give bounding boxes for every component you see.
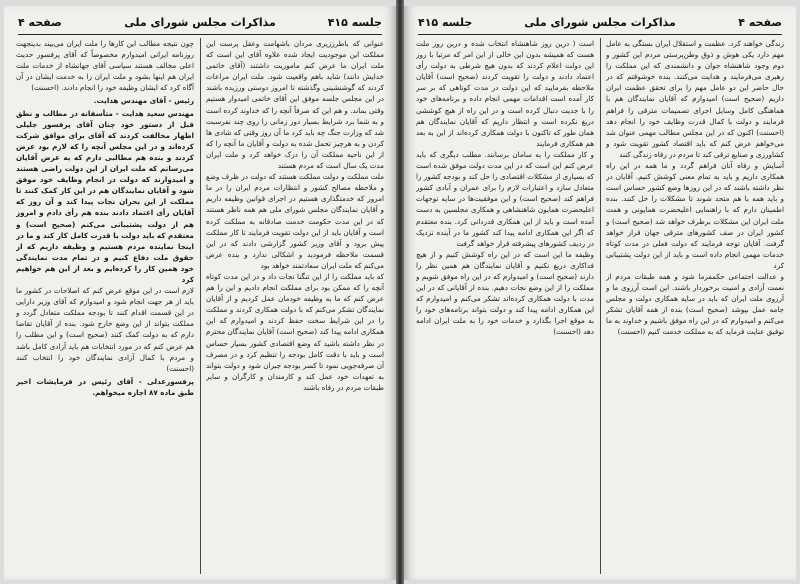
left-page-running-title: مذاکرات مجلس شورای ملی	[124, 16, 276, 29]
left-page-page-number: صفحه ۴	[18, 16, 62, 29]
paragraph: عنوانی که باطرززیری مردان باشهامت وعقل پرست این مملکت این موجودیت ایجاد شده علاوه آقای این است که ملت ایران ما عرض کنم ماموریت داشتند (آقای خاتمی خدایش دانند) شاید باهم واقعیت شود. ملت ایران مراعات کردند که گوشنشینی وگذشته تا امروز دوستی ورزیده باشند در این مجلس جلسه موفق این آقای خاتمی امیدوار هستیم وقتی بماند. و هم این که صرفاً آنچه را که خداوند کرده است و به شما برد شرایط بسیار دور زمانی را روی چند نفرسبت شد که وزارت جنگ چه باید کرد ما آن روز وقتی که شادی ها کردن و به هرچیز تحمل شده به دولت و آقایان ما آنچه را که از این ناحیه مملکت آن را درک خواهد کرد و ملت ایران مدت یک سال است که مردم هستند	[206, 39, 384, 171]
paragraph: زندگی خواهند کرد. عظمت و استقلال ایران بستگی به عامل مهم دارد یکی هوش و ذوق وطن‌پرستی مردم این کشور و دوم وجود شاهنشاه جوان و دانشمندی که این مملکت را رهبری می‌فرمایند و هدایت می‌کنند. بنده خوشوقتم که در حال حاضر این دو عامل مهم را برای تحقق عظمت ایران داریم (صحیح است) امیدوارم که آقایان نمایندگان هم با هماهنگی کامل وسایل اجرای تصمیمات مترقی را فراهم فرمایند و دولت با کمال قدرت وظایف خود را انجام دهد (احسنت) اکنون که در این مجلس مطالب مهمی عنوان شد می‌خواهم عرض کنم که باید اقتصاد کشور تقویت شود و کشاورزی و صنایع ترقی کند تا مردم در رفاه زندگی کنند	[606, 39, 784, 159]
right-page-session-number: جلسه ۴۱۵	[418, 16, 473, 29]
paragraph: است ( درین روز شاهنشاه انتخاب شده و درین روز ملت هست که همیشه بدون این خالی از این امر که مرتبا با روز این دولت اعلام کردند که بدون هیچ شرطی به دولت رأی اعتماد دادند و دولت را تقویت کردند (صحیح است) آقایان ملاحظه بفرمایید که این دولت در مدت کوتاهی که بر سر کار آمده است اقدامات مهمی انجام داده و برنامه‌های خود را با جدیت دنبال کرده است و در این راه از هیچ کوششی دریغ نکرده است و انتظار داریم که آقایان نمایندگان هم همان طور که تاکنون با دولت همکاری کرده‌اند از این به بعد هم همکاری فرمایند	[416, 39, 594, 148]
paragraph: آسایش و رفاه آنان فراهم گردد و ما همه در این راه همکاری داریم و باید به تمام معنی کوشش کنیم. آقایان در نظر داشته باشند که در این روزها وضع کشور حساس است و باید همه با هم متحد شوند تا مشکلات را حل کنند. بنده اطمینان دارم که با راهنمایی اعلیحضرت همایونی و همت ملت ایران این مشکلات برطرف خواهد شد (صحیح است) و کشور ایران در صف کشورهای مترقی جهان قرار خواهد گرفت. آقایان توجه فرمایند که دولت فعلی در مدت کوتاه خدمات مهمی انجام داده است و باید از این دولت پشتیبانی کرد	[606, 161, 784, 270]
left-page	[4, 6, 396, 580]
speaker-heading: رئیس - آقای مهندس هدایت.	[93, 96, 194, 106]
paragraph: و عدالت اجتماعی حکمفرما شود و همه طبقات مردم از نعمت آزادی و امنیت برخوردار باشند. این است آرزوی ما و آرزوی ملت ایران که باید در سایه همکاری دولت و مجلس جامه عمل بپوشد (صحیح است) بنده از همه آقایان تشکر می‌کنم و امیدوارم که در این راه موفق باشیم و خداوند به ما توفیق عنایت فرماید که به مملکت خدمت کنیم (احسنت)	[606, 271, 784, 337]
right-page-header-rule	[418, 34, 782, 35]
left-page-session-number: جلسه ۴۱۵	[327, 16, 382, 29]
right-page-running-title: مذاکرات مجلس شورای ملی	[524, 16, 676, 29]
paragraph: و کار مملکت را به سامان برسانند. مطلب دیگری که باید عرض کنم این است که در این مدت دولت موفق شده است که بسیاری از مشکلات اقتصادی را حل کند و بودجه کشور را متعادل سازد و اعتبارات لازم را برای عمران و آبادی کشور فراهم کند (صحیح است) و این موفقیت‌ها در سایه توجهات اعلیحضرت همایون شاهنشاهی و همکاری مجلسین به دست آمده است و باید از این همکاری قدردانی کرد. بنده معتقدم که اگر این همکاری ادامه پیدا کند کشور ما در آینده نزدیک در ردیف کشورهای پیشرفته قرار خواهد گرفت	[416, 149, 594, 248]
right-page-header	[418, 16, 782, 32]
right-page-right-column	[606, 38, 784, 574]
left-page-header	[18, 16, 382, 32]
right-page-page-number: صفحه ۴	[738, 16, 782, 29]
right-page-columns	[416, 38, 784, 574]
left-page-right-column	[206, 38, 384, 574]
paragraph: چون نتیجه مطالب این کارها را ملت ایران می‌بیند بدینجهت روزنامه ایرانی امیدوارم مخصوصاً که آقای پرفسور حدیث اعلی مخالف هستند سیاسی آقای جهانشاه از خدمات ملت ایران هم اینها بشود و ملت ایران را به خدمت ایشان در آن آگاه کرد که ایشان وظیفه خود را انجام دادند. (احسنت)	[16, 39, 194, 93]
speaker-paragraph: مهندس سعید هدایت - متأسفانه در مطالب و نطق قبل از دستور خود چنان آقای پرفسور جلیلی اظهار مخالفت کردند که آقای برای موافق شرکت کرده‌اند و در این مجلس آنچه را که لازم بود عرض کردند و بنده هم مطالبی دارم که به عرض آقایان می‌رسانم که ملت ایران از این دولت راضی هستند و امیدوارند که دولت در انجام وظایف خود موفق شود و آقایان نمایندگان هم در این کار کمک کنند تا مملکت از این بحران نجات پیدا کند و آن روز که آقایان رأی اعتماد دادند بنده هم رأی دادم و امروز هم از دولت پشتیبانی می‌کنم (صحیح است) و معتقدم که باید دولت با قدرت کامل کار کند و ما در اینجا نماینده مردم هستیم و وظیفه داریم که از حقوق ملت دفاع کنیم و در تمام مدت نمایندگی خود همین کار را کرده‌ایم و بعد از این هم خواهیم کرد	[16, 108, 194, 284]
column-divider	[600, 38, 601, 574]
paragraph: ملت مملکت و دولت مملکت هستند که دولت در ظرف وضع و ملاحظه مصالح کشور و انتظارات مردم ایران را در ما امروز که خدمتگذاری هستیم در اجرای قوانین وظیفه داریم و آقایان نمایندگان مجلس شورای ملی هم همه ناظر هستند که در این مدت حکومت خدمت صادقانه به مملکت کرده است و آقایان باید از این دولت تقویت فرمایند تا کار مملکت پیش برود و آقای وزیر کشور گزارشی دادند که در این قسمت ملاحظه فرمودید و اشکالی ندارد و بنده عرض می‌کنم که ملت ایران سعادتمند خواهد بود	[206, 172, 384, 270]
column-divider	[200, 38, 201, 574]
right-page	[404, 6, 796, 580]
right-page-left-column	[416, 38, 594, 574]
left-page-left-column	[16, 38, 194, 574]
paragraph: که باید مملکت را از این تنگنا نجات داد و در این مدت کوتاه آنچه را که ممکن بود برای مملکت انجام دادیم و این را هم عرض کنم که ما به وظیفه خودمان عمل کردیم و از آقایان نمایندگان تشکر می‌کنم که با دولت همکاری کردند و مملکت را در این شرایط سخت حفظ کردند و امیدوارم که این همکاری ادامه پیدا کند (صحیح است) آقایان نمایندگان محترم در نظر داشته باشید که وضع اقتصادی کشور بسیار حساس است و باید با دقت کامل بودجه را تنظیم کرد و در مصرف آن صرفه‌جویی نمود تا کسر بودجه جبران شود و دولت بتواند به تعهدات خود عمل کند و کارمندان و کارگران و سایر طبقات مردم در رفاه باشند	[206, 271, 384, 392]
book-gutter	[396, 0, 404, 584]
speaker-heading: پرفسورعدلی - آقای رئیس در فرمایشات اخیر طبق ماده ۸۷ اجازه میخواهم.	[16, 376, 194, 397]
left-page-columns	[16, 38, 384, 574]
left-page-header-rule	[18, 34, 382, 35]
paragraph: وظیفه ما این است که در این راه کوشش کنیم و از هیچ فداکاری دریغ نکنیم و آقایان نمایندگان هم همین نظر را دارند (صحیح است) و امیدوارم که در این راه موفق شویم و مملکت را از این وضع نجات دهیم. بنده از آقایانی که در این مدت با دولت همکاری کرده‌اند تشکر می‌کنم و امیدوارم که این همکاری ادامه پیدا کند و دولت بتواند برنامه‌های خود را به موقع اجرا بگذارد و خدمات خود را به ملت ایران ادامه دهد (احسنت)	[416, 249, 594, 337]
paragraph: لازم است در این موقع عرض کنم که اصلاحات در کشور ما باید از هر جهت انجام شود و امیدوارم که آقای وزیر دارایی در این قسمت اقدام کنند تا بودجه مملکت متعادل گردد و مملکت بتواند از این وضع خارج شود. بنده از آقایان تقاضا دارم که به دولت کمک کنند (صحیح است) و این مطلب را هم عرض کنم که در مورد انتخابات هم باید آزادی کامل باشد و مردم با کمال آزادی نمایندگان خود را انتخاب کنند (احسنت)	[16, 286, 194, 373]
